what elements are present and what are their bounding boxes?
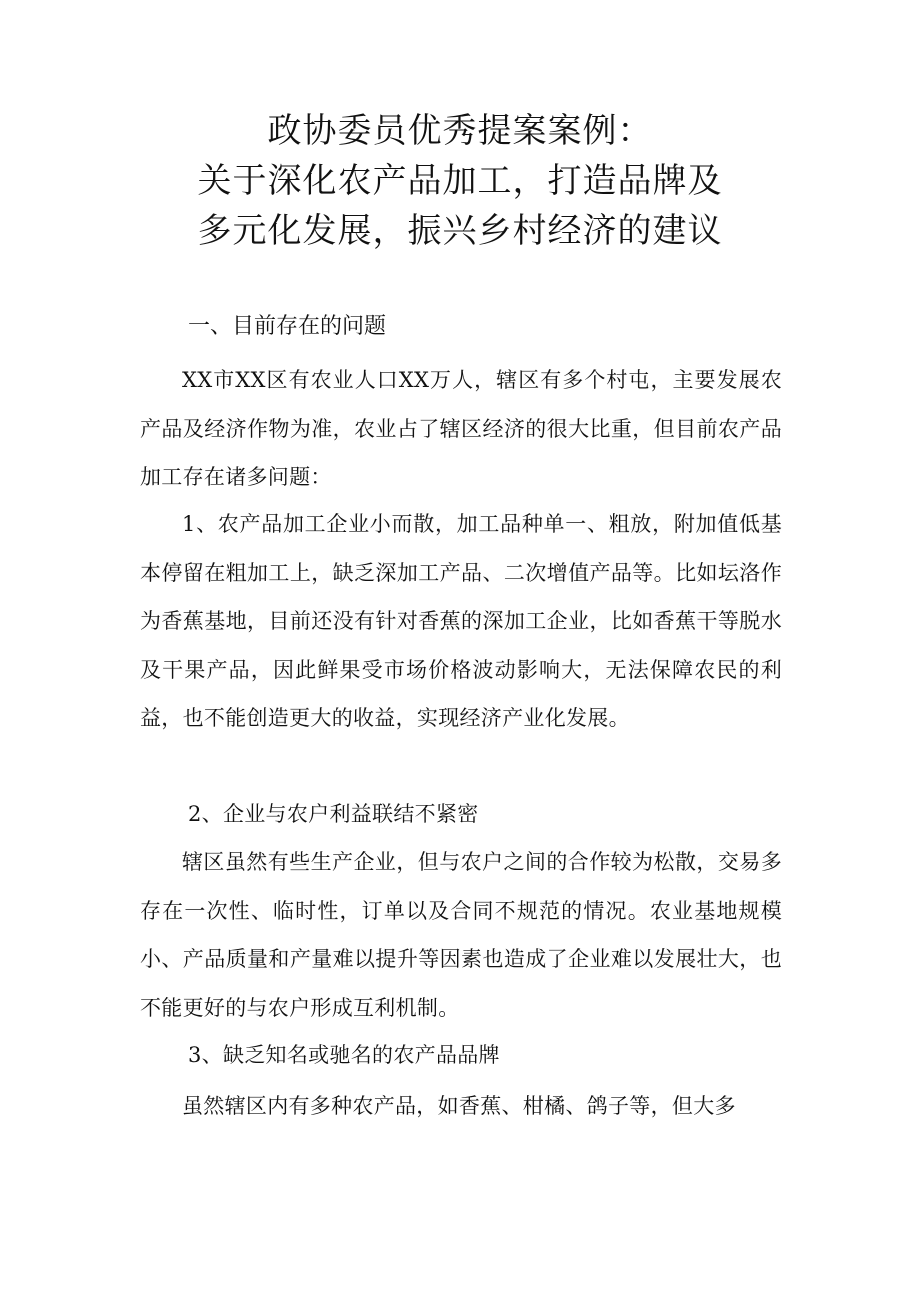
point-3-heading: 3、缺乏知名或驰名的农产品品牌 <box>188 1043 500 1067</box>
point-2-heading: 2、企业与农户利益联结不紧密 <box>188 802 479 826</box>
point-3-paragraph: 虽然辖区内有多种农产品，如香蕉、柑橘、鸽子等，但大多 <box>182 1094 736 1118</box>
document-title-line-1: 政协委员优秀提案案例： <box>267 111 653 151</box>
document-title-line-2: 关于深化农产品加工，打造品牌及 <box>197 161 723 201</box>
point-2-paragraph: 辖区虽然有些生产企业，但与农户之间的合作较为松散，交易多存在一次性、临时性，订单以及合同不规范的情况。农业基地规模小、产品质量和产量难以提升等因素也造成了企业难以发展壮大，也不能更好的与农户形成互利机制。 <box>140 850 782 1020</box>
section-heading: 一、目前存在的问题 <box>188 314 387 339</box>
intro-paragraph: XX市XX区有农业人口XX万人，辖区有多个村屯，主要发展农产品及经济作物为准，农业占了辖区经济的很大比重，但目前农产品加工存在诸多问题： <box>140 368 782 489</box>
document-title-line-3: 多元化发展，振兴乡村经济的建议 <box>197 211 723 251</box>
point-1-paragraph: 1、农产品加工企业小而散，加工品种单一、粗放，附加值低基本停留在粗加工上，缺乏深加工产品、二次增值产品等。比如坛洛作为香蕉基地，目前还没有针对香蕉的深加工企业，比如香蕉干等脱水及干果产品，因此鲜果受市场价格波动影响大，无法保障农民的利益，也不能创造更大的收益，实现经济产业化发展。 <box>140 512 782 730</box>
